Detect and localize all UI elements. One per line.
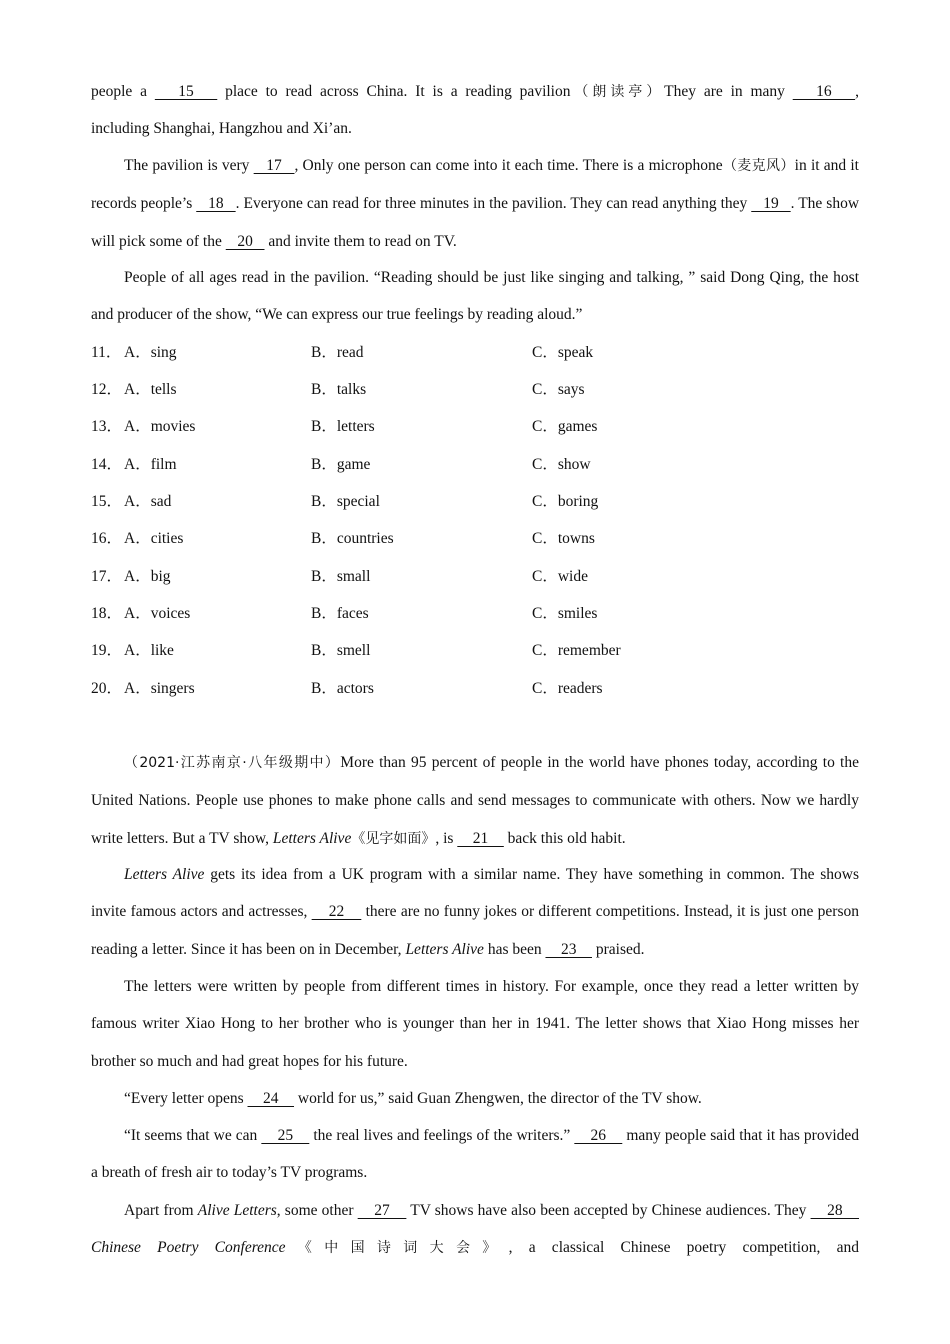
option-c: C．games (532, 418, 598, 435)
option-b: B．smell (311, 642, 371, 659)
option-c: C．readers (532, 680, 603, 697)
question-row (91, 483, 859, 520)
passage1-paragraph2: The pavilion is very 17 , Only one person can come into it each time. There is a microphone（麦克风）in it and it records people’s 18 . Everyone can read for three minutes in the pavilion. They can read anything they 19 . The show will pick some of the 20 and invite them to read on TV. (91, 157, 860, 250)
blank-27: 27 (357, 1202, 407, 1219)
blank-22: 22 (311, 903, 362, 921)
question-number: 12． (91, 381, 123, 398)
blank-28: 28 (810, 1202, 859, 1219)
passage1-line1: people a 15 place to read across China. It is a reading pavilion（朗读亭）They are in many 16 , (91, 83, 859, 100)
question-row (91, 520, 859, 557)
blank-21: 21 (457, 829, 504, 847)
question-row (91, 408, 859, 445)
question-number: 13． (91, 418, 123, 435)
option-a: A．tells (124, 381, 177, 398)
option-a: A．cities (124, 530, 184, 547)
option-a: A．sad (124, 493, 172, 510)
blank-19: 19 (751, 195, 791, 213)
passage2-paragraph5: “It seems that we can 25 the real lives and feelings of the writers.” 26 many people said that it has provided a breath of fresh air to today’s TV programs. (91, 1127, 860, 1182)
passage1-line2: including Shanghai, Hangzhou and Xi’an. (91, 120, 352, 137)
question-row (91, 334, 859, 371)
question-row (91, 670, 859, 707)
option-a: A．like (124, 642, 174, 659)
passage2-paragraph4: “Every letter opens 24 world for us,” said Guan Zhengwen, the director of the TV show. (124, 1090, 702, 1107)
blank-25: 25 (261, 1127, 310, 1144)
option-c: C．wide (532, 568, 588, 585)
option-c: C．towns (532, 530, 595, 547)
option-a: A．voices (124, 605, 191, 622)
option-a: A．movies (124, 418, 196, 435)
option-a: A．sing (124, 344, 177, 361)
option-b: B．talks (311, 381, 367, 398)
blank-16: 16 (792, 83, 856, 100)
question-number: 14． (91, 456, 123, 473)
option-b: B．letters (311, 418, 375, 435)
passage2-paragraph2: Letters Alive gets its idea from a UK program with a similar name. They have something in common. The shows invite famous actors and actresses, 22 there are no funny jokes or different competitions. Instead, it is just one person reading a letter. Since it has been on in December, Letters Alive has been 23 praised. (91, 866, 860, 958)
blank-18: 18 (196, 195, 236, 213)
question-number: 19． (91, 642, 123, 659)
passage1-paragraph3: People of all ages read in the pavilion. “Reading should be just like singing and talking, ” said Dong Qing, the host and producer of the show, “We can express our true feelings by reading aloud.” (91, 269, 859, 324)
option-b: B．read (311, 344, 364, 361)
blank-24: 24 (247, 1090, 295, 1107)
option-c: C．remember (532, 642, 621, 659)
question-number: 16． (91, 530, 123, 547)
blank-15: 15 (154, 83, 218, 100)
question-number: 15． (91, 493, 123, 510)
option-b: B．game (311, 456, 371, 473)
option-b: B．actors (311, 680, 374, 697)
option-c: C．show (532, 456, 591, 473)
option-c: C．smiles (532, 605, 598, 622)
option-b: B．faces (311, 605, 369, 622)
question-row (91, 595, 859, 632)
option-c: C．speak (532, 344, 594, 361)
option-a: A．film (124, 456, 177, 473)
option-b: B．special (311, 493, 380, 510)
option-c: C．boring (532, 493, 599, 510)
blank-20: 20 (225, 232, 265, 250)
question-row (91, 558, 859, 595)
option-b: B．countries (311, 530, 394, 547)
passage2-paragraph1: （2021·江苏南京·八年级期中）More than 95 percent of people in the world have phones today, according to the United Nations. People use phones to make phone calls and send messages to communicate with others. Now we hardly write letters. But a TV show, Letters Alive《见字如面》, is 21 back this old habit. (91, 754, 859, 847)
option-a: A．singers (124, 680, 195, 697)
passage2-paragraph6: Apart from Alive Letters, some other 27 TV shows have also been accepted by Chinese audiences. They 28 Chinese Poetry Conference《中国诗词大会》, a classical Chinese poetry competition, and (91, 1202, 860, 1257)
blank-23: 23 (545, 940, 592, 958)
question-number: 18． (91, 605, 123, 622)
question-row (91, 371, 859, 408)
question-number: 11． (91, 344, 122, 361)
passage2-paragraph3: The letters were written by people from different times in history. For example, once they read a letter written by famous writer Xiao Hong to her brother who is younger than her in 1941. The letter shows that Xiao Hong misses her brother so much and had great hopes for his future. (91, 978, 859, 1070)
question-row (91, 632, 859, 669)
source-label: （2021·江苏南京·八年级期中） (124, 755, 341, 771)
question-number: 17． (91, 568, 123, 585)
question-number: 20． (91, 680, 123, 697)
question-row (91, 446, 859, 483)
option-c: C．says (532, 381, 585, 398)
blank-17: 17 (253, 157, 295, 174)
option-b: B．small (311, 568, 371, 585)
blank-26: 26 (574, 1127, 623, 1144)
option-a: A．big (124, 568, 171, 585)
